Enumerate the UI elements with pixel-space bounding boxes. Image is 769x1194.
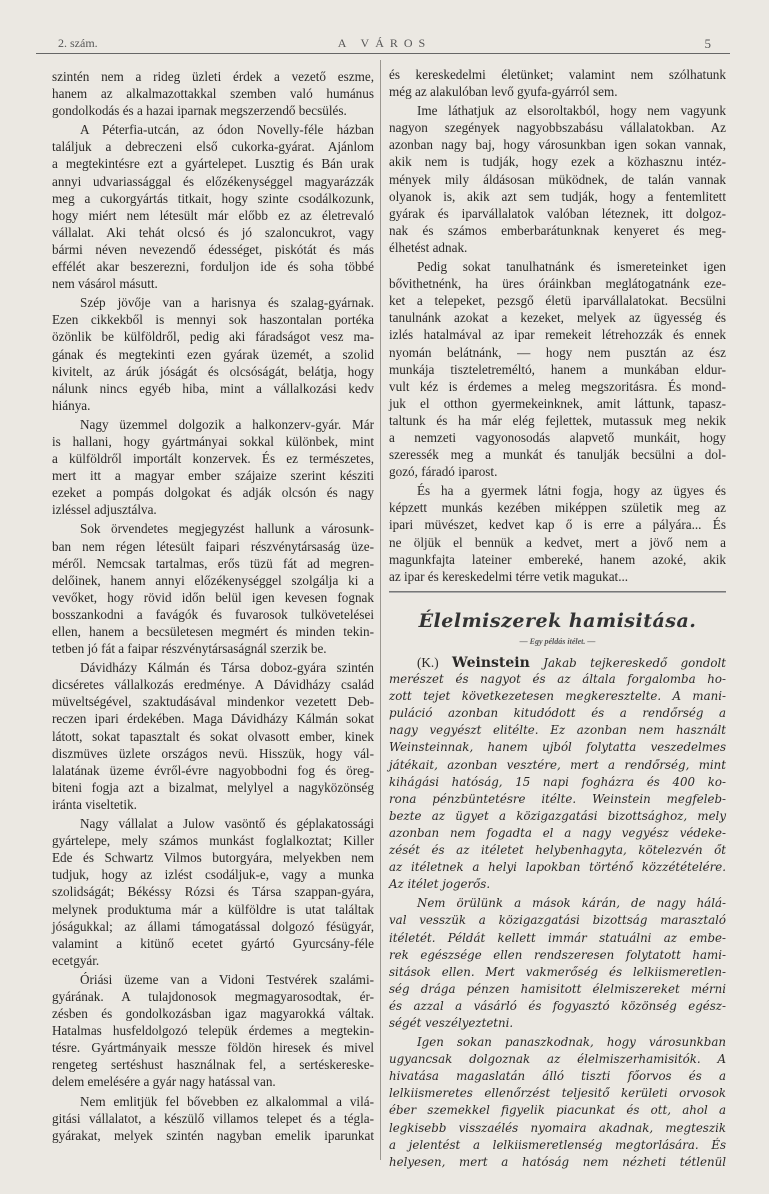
text-line: kihágási hatóság, 15 napi fogházra és 400 ko- <box>389 774 726 789</box>
text-line: Weinsteinnak, hanem ujból folytatta veszedelmes <box>389 740 726 755</box>
text-line: Hatalmas husfeldolgozó telepük érdemes a megtekin- <box>52 1023 374 1039</box>
text-line: gyárakat, melyek szintén nagyban emelik iparunkat <box>52 1127 374 1143</box>
text-line: zott tejet következetesen megkeresztelte. A mani- <box>389 689 726 704</box>
paragraph <box>52 294 374 414</box>
text-line: a külföldről importált konzervek. És ez természetes, <box>52 451 374 467</box>
issue-number: 2. szám. <box>58 36 98 50</box>
text-line: bármi néven nevezendő édességet, piskótát és más <box>52 241 374 257</box>
text-line: reczen ipari érdekében. Maga Dávidházy Kálmán sokat <box>52 711 374 727</box>
paragraph <box>52 659 374 813</box>
text-line: val vesszük a közigazgatási bizottság marasztaló <box>389 913 726 928</box>
text-line: és azzal a vásárló és fogyasztó közönség egész- <box>389 998 726 1013</box>
text-line: Az itélet jogerős. <box>389 877 491 892</box>
text-line: olyanok is, akik azt sem tudják, hogy a fentemlitett <box>389 188 726 204</box>
text-line: tudjuk, hogy az izlést csodáljuk-e, vagy a munka <box>52 867 374 883</box>
text-line: sitások ellen. Mert vakmerőség és lelkiismeretlen- <box>389 964 726 979</box>
text-line: ellen, hanem a becsületesen megmért és minden tekin- <box>52 624 374 639</box>
right-column-text <box>389 66 726 585</box>
text-line: Pedig sokat tanulhatnánk és ismereteinket igen <box>417 259 726 275</box>
text-line: találjuk a debreczeni első cukorka-gyárat. Ajánlom <box>52 139 374 155</box>
text-line: éber szemekkel figyelik piacunkat és ott, ahol a <box>389 1103 726 1118</box>
text-line: müveltségével, szaktudásával mindenkor vezetett Deb- <box>52 694 374 710</box>
text-line: melynek produktuma már a külföldre is utat találtak <box>52 901 374 917</box>
text-line: szeressék meg a munkát és tanulják becsülni a dol- <box>389 447 726 463</box>
text-line: Igen sokan panaszkodnak, hogy városunkban <box>417 1035 726 1050</box>
text-line: Nem örülünk a mások kárán, de nagy hálá- <box>417 896 726 911</box>
text-line: rengeteg sertéshust használnak fel, a sertéskereske- <box>52 1057 374 1073</box>
text-line: valamint a kitünő ecetet gyártó Gyurcsány-féle <box>52 935 374 951</box>
left-column <box>52 68 374 1146</box>
text-line: Nagy vállalat a Julow vasöntő és géplakatossági <box>80 816 374 832</box>
text-line: vevőket, hogy rövid időn belül igen kevesen fognak <box>52 589 374 605</box>
text-line: gondolkodás és a hazai iparnak megszerzendő becsülés. <box>52 103 347 119</box>
text-line: méről. Nemcsak tartalmas, erős tüzü fát ad megren- <box>52 555 374 571</box>
text-line: játékait, azonban vesztére, mert a rendőrség, mint <box>389 757 726 772</box>
text-line: rona pénzbüntetésre itélte. Weinstein megfeleb- <box>389 791 726 806</box>
text-line: Nagy üzemmel dolgozik a halkonzerv-gyár. Már <box>80 416 374 432</box>
text-line: annyi udvariassággal és előzékenységgel magyarázzák <box>52 173 374 189</box>
text-line: lelkiismeretes ellenőrzést teljesitő kerületi orvosok <box>389 1086 726 1101</box>
text-line: az ipar és kereskedelmi térre vetik magukat... <box>389 568 629 584</box>
text-line: ezeket a pompás dolgokat és adják olcsón és nagy <box>52 485 374 501</box>
text-line: Óriási üzeme van a Vidoni Testvérek szalámi- <box>80 971 374 987</box>
text-line: itéletét. Példát kellett immár statuálni az embe- <box>389 930 726 945</box>
text-line: hivatása magaslatán álló tiszti főorvos és a <box>389 1069 726 1084</box>
text-line: taltunk és ha már elég fejlettek, mutassuk meg nekik <box>389 412 726 428</box>
text-line: azonban nagy baj, hogy városunkban igen sokan vannak, <box>389 137 726 153</box>
text-line: gozó, fáradó iparost. <box>389 464 498 480</box>
text-line: vállalat. Aki tehát olcsó és jó szaloncukrot, vagy <box>52 224 374 240</box>
text-line: özönlik be külföldről, pedig aki fáradságot vesz ma- <box>52 329 374 345</box>
text-line: nak és számos emberbarátunknak kenyeret és meg- <box>389 222 726 238</box>
text-line: Ezen cikkekből is mennyi sok haszontalan portéka <box>52 312 374 328</box>
text-line: látott, sokat tapasztalt és sokat olvasott ember, kinek <box>52 728 374 744</box>
text-line: szintén nem a rideg üzleti érdek a vezető eszme, <box>52 69 374 84</box>
text-line: szolidságát; Békéssy Rózsi és Társa szappan-gyára, <box>52 884 374 900</box>
text-line: juk el otthon gyermekeinknek, amit láttunk, tapasz- <box>389 395 726 411</box>
paragraph <box>389 671 726 893</box>
lead-rest: Jakab tejkereskedő gondolt <box>543 656 726 670</box>
paragraph <box>52 520 374 657</box>
paragraph <box>52 68 374 119</box>
paragraph <box>389 1034 726 1171</box>
text-line: Szép jövője van a harisnya és szalag-gyárnak. <box>80 295 374 311</box>
text-line: ugyancsak dolgoznak az élelmiszerhamisitók. A <box>389 1052 726 1067</box>
text-line: tetben jó fát a faipar részvénytársaságnál szerzik be. <box>52 641 327 657</box>
text-line: Sok örvendetes megjegyzést hallunk a városunk- <box>80 521 374 537</box>
text-line: zését és az itéletet helybenhagyta, kötelezvén őt <box>389 843 726 858</box>
text-line: bezte az ügyet a közigazgatási bizottsághoz, mely <box>389 808 726 823</box>
text-line: legkisebb visszaélés nyomaira akadnak, megteszik <box>389 1120 726 1135</box>
text-line: a jelentést a lelkiismeretlenség megtorlására. És <box>389 1137 726 1152</box>
text-line: biteni fogja azt a bizalmat, melylyel a nagyközönség <box>52 779 374 795</box>
text-line: ban nem régen létesült faipari részvénytársaság üze- <box>52 538 374 554</box>
text-line: gának és megtekinti ezen gyárak üzemét, a szolid <box>52 346 374 362</box>
article-lead-line <box>389 654 726 671</box>
text-line: puláció azonban kitudódott és a rendőrség a <box>389 706 726 721</box>
text-line: zésben és gondolkozásban igaz magyarokká váltak. <box>52 1006 374 1022</box>
text-line: A Péterfia-utcán, az ódon Novelly-féle házban <box>80 122 374 138</box>
text-line: effélét akar beszerezni, forduljon ide és soha többé <box>52 259 374 275</box>
masthead: A VÁROS <box>337 36 432 50</box>
text-line: ne öljük el bennük a kedvet, mert a jövő nem a <box>389 534 726 550</box>
text-line: gitási vállalatot, a készülő villamos telepet és a tégla- <box>52 1110 374 1126</box>
article-subtitle: — Egy példás itélet. — <box>519 636 596 646</box>
text-line: izlés hatalmával az ipar remekeit létrehozzák és ennek <box>389 327 726 343</box>
text-line: meg a cukorgyártás titkait, hogy szinte csodálkozunk, <box>52 190 374 206</box>
section-divider <box>389 591 726 593</box>
text-line: ecetgyár. <box>52 952 100 968</box>
text-line: azonban nem fogadta el a nagy vegyész védeke- <box>389 825 726 840</box>
text-line: nem vásárol másutt. <box>52 276 158 292</box>
paragraph <box>52 416 374 519</box>
text-line: helyesen, mert a hatóság nem nézheti tétlenül <box>389 1154 726 1169</box>
paragraph <box>52 1093 374 1144</box>
text-line: bővithetnénk, ha üres óráinkban meglátogatnánk eze- <box>389 276 726 292</box>
text-line: akik nem is tudják, hogy ezek a közhasznu intéz- <box>389 154 726 170</box>
text-line: És ha a gyermek látni fogja, hogy az ügyes és <box>417 483 726 499</box>
paragraph <box>52 815 374 969</box>
text-line: kivitelt, az árúk jóságát és olcsóságát, belátja, hogy <box>52 363 374 379</box>
text-line: hogy miért nem létesült már előbb ez az életrevaló <box>52 207 374 223</box>
lead-name: Weinstein <box>452 655 530 671</box>
text-line: nálunk nincs egyéb hiba, mint a vállalkozási kedv <box>52 380 374 396</box>
text-line: Nem emlitjük fel bővebben ez alkalommal a vilá- <box>80 1093 374 1109</box>
text-line: iránta viseltetik. <box>52 796 137 812</box>
text-line: is hallani, hogy gyártmányai sokkal különbek, mint <box>52 433 374 449</box>
text-line: hanem az alkalmazottakkal szemben való humánus <box>52 86 374 102</box>
text-line: hiánya. <box>52 397 91 413</box>
text-line: magunkfajta lateiner embereké, hanem azoké, akik <box>389 551 726 567</box>
text-line: még az alakulóban levő gyufa-gyárról sem. <box>389 84 618 100</box>
paragraph <box>52 971 374 1091</box>
text-line: jóságukkal; az állami támogatással dolgozó fésügyár, <box>52 918 374 934</box>
text-line: az itéletnek a helyi lapokban történő közzétételére. <box>389 860 726 875</box>
article-body <box>389 654 726 1171</box>
right-column <box>389 66 726 1173</box>
paragraph <box>389 66 726 100</box>
text-line: mények mily áldásosan müködnek, de talán vannak <box>389 171 726 187</box>
text-line: tanulnánk azokat a kezeket, melyek az ügyesség és <box>389 310 726 326</box>
column-divider <box>380 60 381 1160</box>
text-line: Dávidházy Kálmán és Társa doboz-gyára szintén <box>80 660 374 676</box>
text-line: ket a telepeket, pezsgő életü iparvállalatokat. Becsülni <box>389 293 726 309</box>
text-line: rek egészsége ellen rendszeresen folytatott hami- <box>389 947 726 962</box>
text-line: a megtekintésre ezt a gyártelepet. Lusztig és Bán urak <box>52 156 374 172</box>
text-line: ség drága pénzen hamisitott élelmiszereket mérni <box>389 981 726 996</box>
article-title: Élelmiszerek hamisitása. <box>418 609 697 632</box>
text-line: gyárak és iparvállalatok valóban léteznek, itt dolgoz- <box>389 205 726 221</box>
paragraph <box>389 895 726 1032</box>
text-line: ipari müvészet, kedvet kap ő is erre a pályára... És <box>389 517 726 533</box>
header-rule <box>36 53 730 54</box>
text-line: és kereskedelmi életünket; valamint nem szólhatunk <box>389 67 726 82</box>
text-line: lalatának üzeme évről-évre nagyobbodni fog és öreg- <box>52 762 374 778</box>
text-line: diszmüves üzlete országos nevü. Hisszük, hogy vál- <box>52 745 374 761</box>
text-line: gyárának. A tulajdonosok megmagyarosodtak, ér- <box>52 988 374 1004</box>
text-line: nagyon szegények nagyobbszabásu vállalatokban. Az <box>389 120 726 136</box>
text-line: tésre. Gyártmányaik messze földön hiresek és mivel <box>52 1040 374 1056</box>
text-line: bosszankodni a favágók és fuvarosok tulkövetelései <box>52 606 374 622</box>
text-line: nyomán belátnánk, — hogy nem pusztán az ész <box>389 344 726 360</box>
text-line: vult kéz is érdemes a meleg megszoritásra. És mond- <box>389 378 726 394</box>
paragraph <box>389 102 726 256</box>
text-line: nagy vegyészt elitélte. Ez azonban nem használt <box>389 723 726 738</box>
text-line: gyártelepe, mely számos munkást foglalkoztat; Killer <box>52 833 374 849</box>
text-line: élhetést adnak. <box>389 239 468 255</box>
text-line: dicséretes vállalkozás eredménye. A Dávidházy család <box>52 677 374 693</box>
paragraph <box>52 121 374 292</box>
text-line: izléssel adjusztálva. <box>52 502 157 518</box>
author-marker: (K.) <box>417 655 439 670</box>
text-line: merészet és nagyot és az általa forgalomba ho- <box>389 672 726 687</box>
text-line: képzett munkás kezében miképpen születik meg az <box>389 500 726 516</box>
text-line: delem emelésére a gyár nagy hatással van. <box>52 1074 276 1090</box>
text-line: munkája tiszteletreméltó, hanem a munkában eldur- <box>389 361 726 377</box>
text-line: a nemzeti vagyonosodás alapvető munkáit, hogy <box>389 429 726 445</box>
text-line: Ede és Schwartz Vilmos butorgyára, melyekben nem <box>52 850 374 866</box>
text-line: Ime láthatjuk az elsoroltakból, hogy nem vagyunk <box>417 103 726 119</box>
page-number: 5 <box>704 36 711 51</box>
paragraph <box>389 482 726 585</box>
paragraph <box>389 258 726 480</box>
text-line: ségét veszélyeztetni. <box>389 1015 514 1030</box>
text-line: mert itt a magyar ember szájaize szerint késziti <box>52 468 374 484</box>
text-line: delőinek, hanem annyi előzékenységgel szolgálja ki a <box>52 572 374 588</box>
